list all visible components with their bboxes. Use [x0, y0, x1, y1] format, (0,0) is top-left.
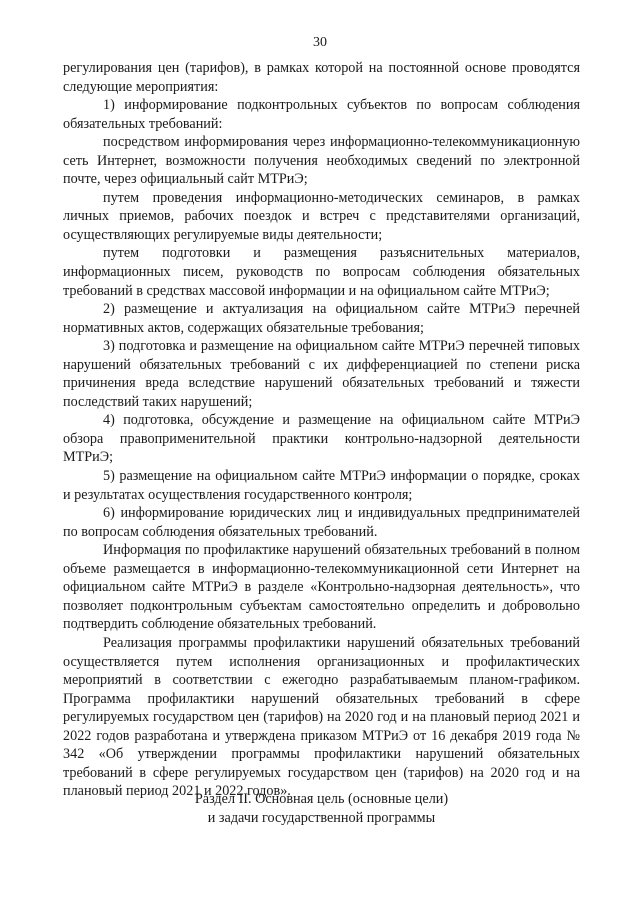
paragraph-item-2: 2) размещение и актуализация на официальном сайте МТРиЭ перечней нормативных актов, содержащих обязательные требования;: [63, 301, 580, 336]
body-text: [63, 59, 580, 801]
paragraph-item-3: 3) подготовка и размещение на официальном сайте МТРиЭ перечней типовых нарушений обязательных требований с их дифференциацией по степени риска причинения вреда вследствие нарушений обязательных требований и тяжести последствий таких нарушений;: [63, 338, 580, 410]
paragraph-item-4: 4) подготовка, обсуждение и размещение на официальном сайте МТРиЭ обзора правоприменительной практики контрольно-надзорной деятельности МТРиЭ;: [63, 412, 580, 466]
paragraph-item-5: 5) размещение на официальном сайте МТРиЭ информации о порядке, сроках и результатах осуществления государственного контроля;: [63, 468, 580, 503]
paragraph-prevention-info: Информация по профилактике нарушений обязательных требований в полном объеме размещается в информационно-телекоммуникационной сети Интернет на официальном сайте МТРиЭ в разделе «Контрольно-надзорная деятельность», что позволяет подконтрольным субъектам самостоятельно определить и добровольно подтвердить соблюдение обязательных требований.: [63, 542, 580, 633]
paragraph-item-1-materials: путем подготовки и размещения разъяснительных материалов, информационных писем, руководств по вопросам соблюдения обязательных требований в средствах массовой информации и на официальном сайте МТРиЭ;: [63, 245, 580, 299]
section-heading-line-1: Раздел II. Основная цель (основные цели): [194, 791, 449, 807]
paragraph-intro: регулирования цен (тарифов), в рамках которой на постоянной основе проводятся следующие мероприятия:: [63, 60, 580, 95]
paragraph-item-1-internet: посредством информирования через информационно-телекоммуникационную сеть Интернет, возможности получения необходимых сведений по электронной почте, через официальный сайт МТРиЭ;: [63, 134, 580, 188]
paragraph-item-1-seminars: путем проведения информационно-методических семинаров, в рамках личных приемов, рабочих поездок и встреч с представителями организаций, осуществляющих регулируемые виды деятельности;: [63, 189, 580, 243]
paragraph-item-6: 6) информирование юридических лиц и индивидуальных предпринимателей по вопросам соблюдения обязательных требований.: [63, 505, 580, 540]
paragraph-program-implementation: Реализация программы профилактики нарушений обязательных требований осуществляется путем исполнения организационных и профилактических мероприятий в соответствии с ежегодно разрабатываемым планом-графиком. Программа профилактики нарушений обязательных требований в сфере регулируемых государством цен (тарифов) на 2020 год и на плановый период 2021 и 2022 годов разработана и утверждена приказом МТРиЭ от 16 декабря 2019 года № 342 «Об утверждении программы профилактики нарушений обязательных требований в сфере регулируемых государством цен (тарифов) на 2020 год и на плановый период 2021 и 2022 годов».: [63, 634, 580, 800]
paragraph-item-1: 1) информирование подконтрольных субъектов по вопросам соблюдения обязательных требований:: [63, 97, 580, 132]
section-heading: [63, 790, 580, 827]
page-number: 30: [313, 35, 327, 50]
section-heading-line-2: и задачи государственной программы: [207, 809, 436, 826]
